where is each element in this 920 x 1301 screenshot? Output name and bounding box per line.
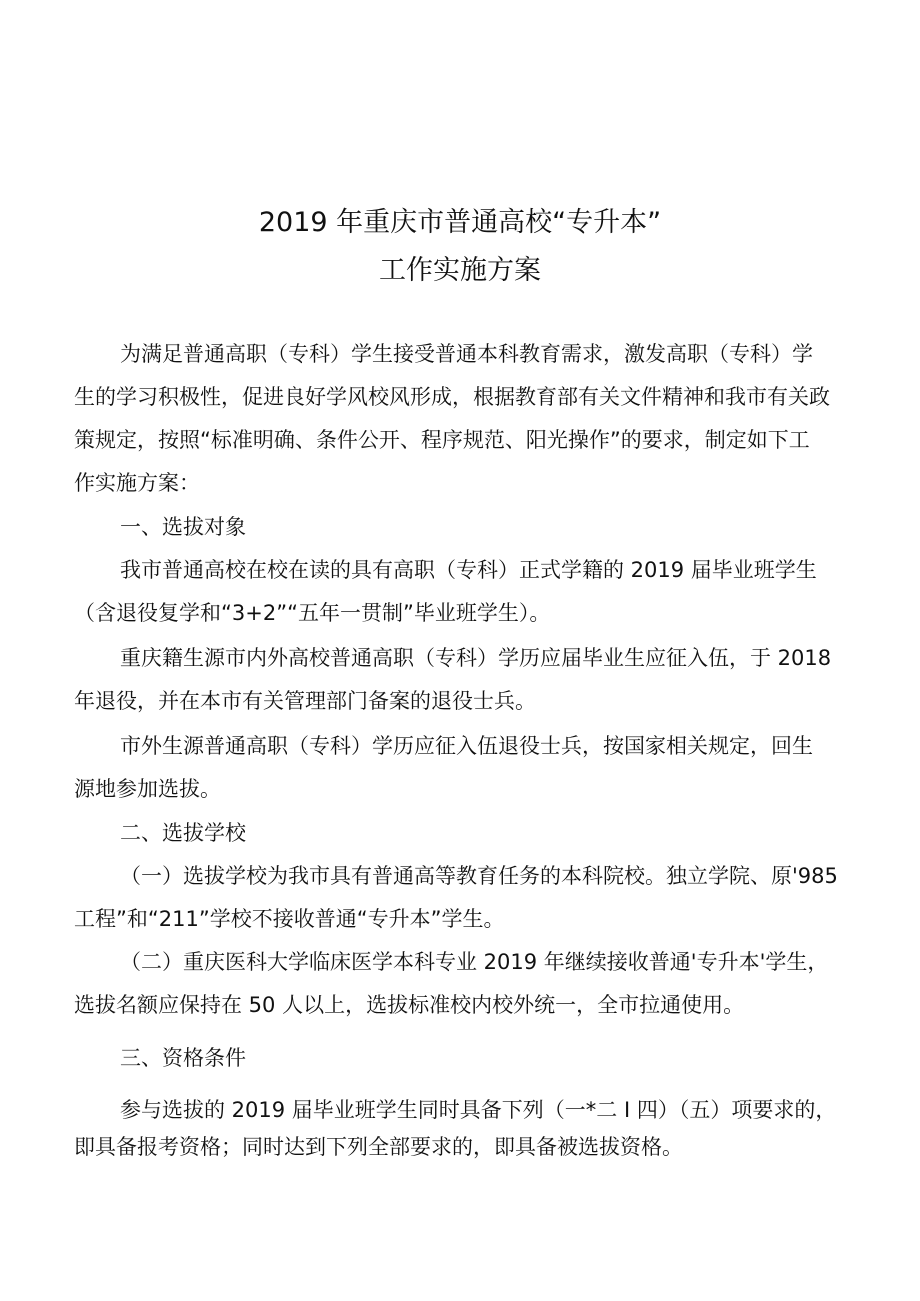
paragraph-soldier-line-1: 重庆籍生源市内外高校普通高职（专科）学历应届毕业生应征入伍，于 2018	[120, 646, 832, 670]
paragraph-school-1-line-1: （一）选拔学校为我市具有普通高等教育任务的本科院校。独立学院、原'985	[120, 864, 838, 888]
paragraph-intro-line-4: 作实施方案：	[74, 471, 200, 495]
paragraph-outside-line-2: 源地参加选拔。	[74, 777, 221, 801]
section-heading-2: 二、选拔学校	[120, 821, 246, 845]
paragraph-outside-line-1: 市外生源普通高职（专科）学历应征入伍退役士兵，按国家相关规定，回生	[120, 734, 813, 758]
paragraph-soldier-line-2: 年退役，并在本市有关管理部门备案的退役士兵。	[74, 689, 536, 713]
document-title-line-2: 工作实施方案	[379, 255, 541, 286]
paragraph-school-2-line-1: （二）重庆医科大学临床医学本科专业 2019 年继续接收普通'专升本'学生，	[120, 950, 829, 974]
section-heading-3: 三、资格条件	[120, 1046, 246, 1070]
paragraph-intro-line-3: 策规定，按照“标准明确、条件公开、程序规范、阳光操作”的要求，制定如下工	[74, 428, 810, 452]
paragraph-school-1-line-2: 工程”和“211”学校不接收普通“专升本”学生。	[74, 907, 505, 931]
paragraph-intro-line-1: 为满足普通高职（专科）学生接受普通本科教育需求，激发高职（专科）学	[120, 342, 813, 366]
section-heading-1: 一、选拔对象	[120, 515, 246, 539]
paragraph-qualification-line-1: 参与选拔的 2019 届毕业班学生同时具备下列（一*二 I 四）（五）项要求的，	[120, 1098, 837, 1122]
paragraph-school-2-line-2: 选拔名额应保持在 50 人以上，选拔标准校内校外统一，全市拉通使用。	[74, 993, 745, 1017]
document-title-line-1: 2019 年重庆市普通高校“专升本”	[258, 207, 662, 238]
paragraph-qualification-line-2: 即具备报考资格；同时达到下列全部要求的，即具备被选拔资格。	[74, 1135, 683, 1159]
paragraph-intro-line-2: 生的学习积极性，促进良好学风校风形成，根据教育部有关文件精神和我市有关政	[74, 385, 830, 409]
paragraph-target-line-1: 我市普通高校在校在读的具有高职（专科）正式学籍的 2019 届毕业班学生	[120, 558, 817, 582]
paragraph-target-line-2: （含退役复学和“3+2”“五年一贯制”毕业班学生）。	[74, 601, 551, 625]
